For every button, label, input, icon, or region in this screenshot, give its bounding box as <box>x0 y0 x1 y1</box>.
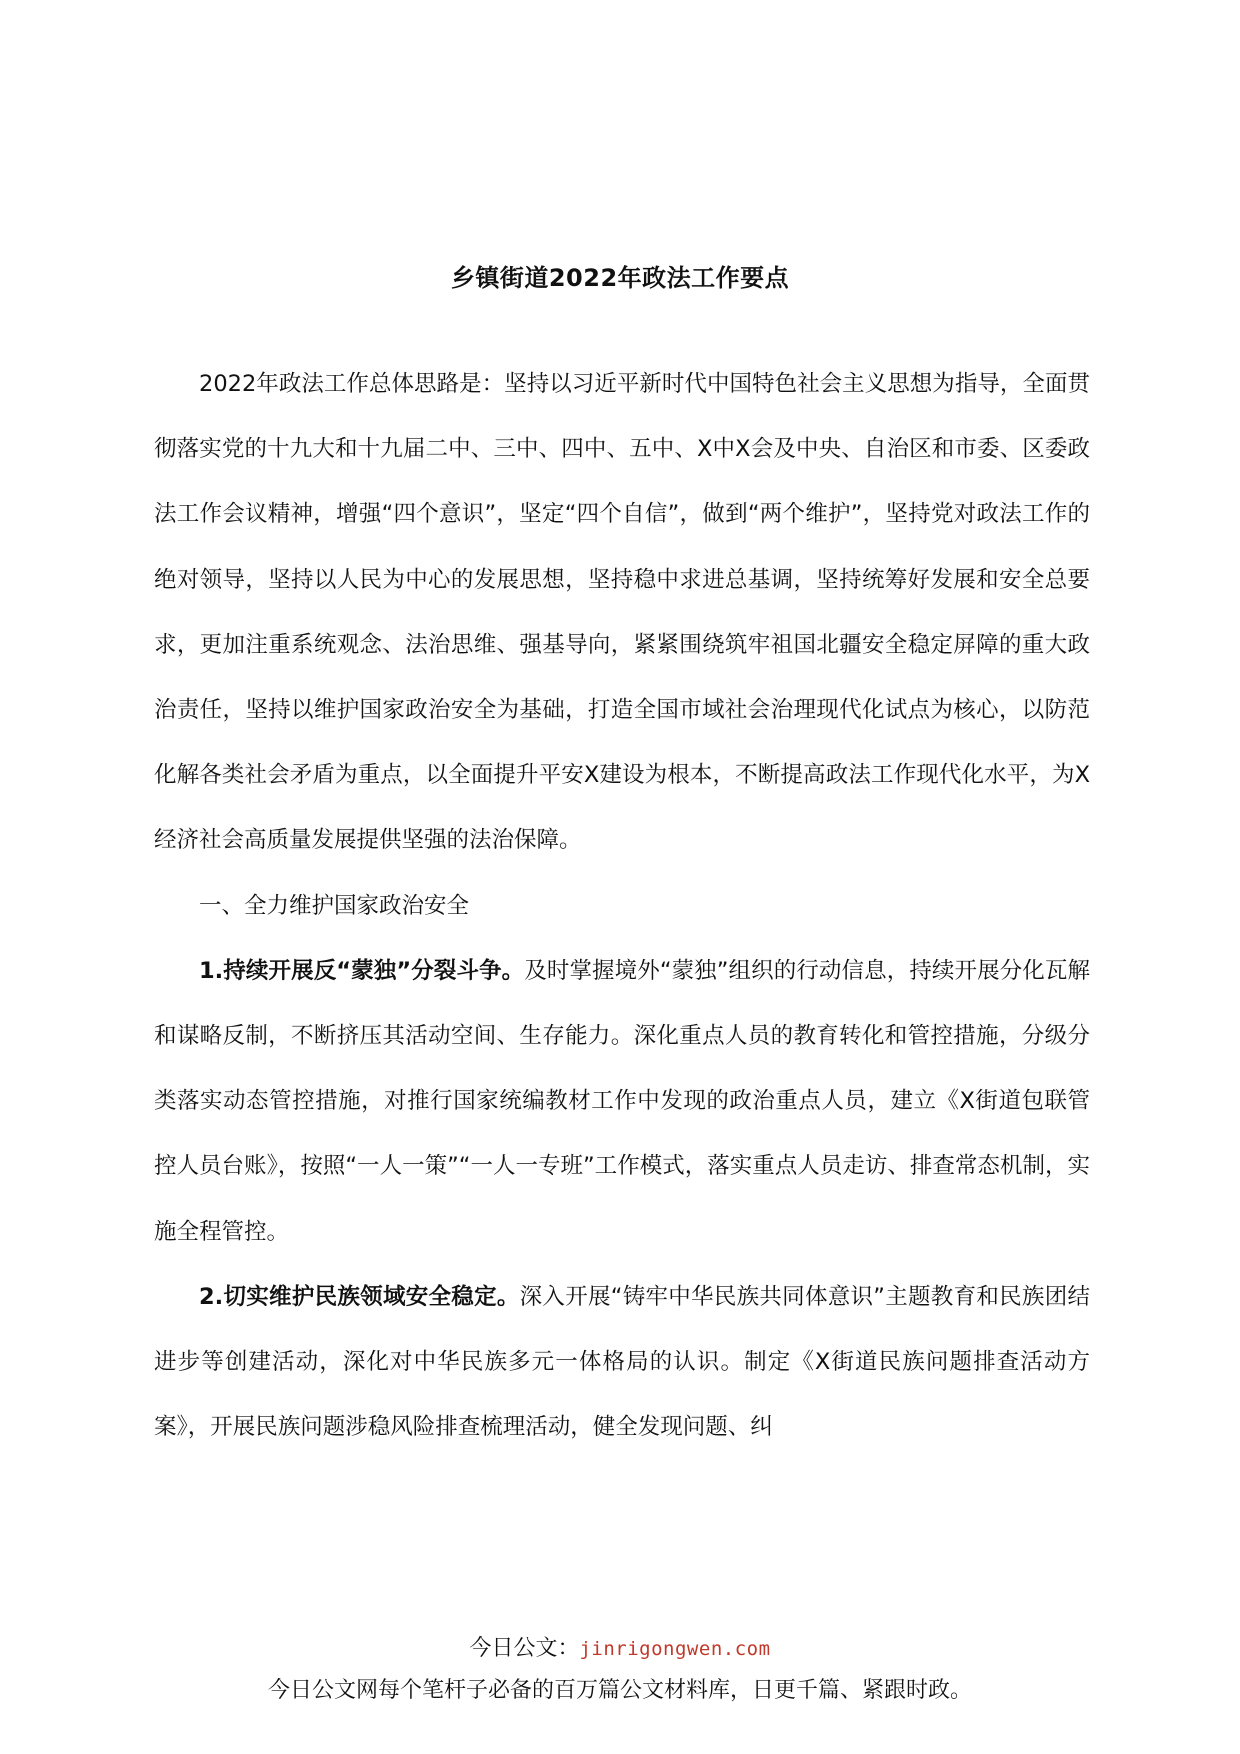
section-heading-1: 一、全力维护国家政治安全 <box>199 892 470 919</box>
item-1-body: 及时掌握境外“蒙独”组织的行动信息，持续开展分化瓦解和谋略反制，不断挤压其活动空间、生存能力。深化重点人员的教育转化和管控措施，分级分类落实动态管控措施，对推行国家统编教材工作中发现的政治重点人员，建立《X街道包联管控人员台账》，按照“一人一策”“一人一专班”工作模式，落实重点人员走访、排查常态机制，实施全程管控。 <box>154 957 1090 1245</box>
footer-site-label: 今日公文： <box>469 1636 580 1661</box>
item-2-body: 深入开展“铸牢中华民族共同体意识”主题教育和民族团结进步等创建活动，深化对中华民族多元一体格局的认识。制定《X街道民族问题排查活动方案》，开展民族问题涉稳风险排查梳理活动，健全发现问题、纠 <box>154 1283 1090 1441</box>
intro-paragraph: 2022年政法工作总体思路是：坚持以习近平新时代中国特色社会主义思想为指导，全面贯彻落实党的十九大和十九届二中、三中、四中、五中、X中X会及中央、自治区和市委、区委政法工作会议精神，增强“四个意识”，坚定“四个自信”，做到“两个维护”，坚持党对政法工作的绝对领导，坚持以人民为中心的发展思想，坚持稳中求进总基调，坚持统筹好发展和安全总要求，更加注重系统观念、法治思维、强基导向，紧紧围绕筑牢祖国北疆安全稳定屏障的重大政治责任，坚持以维护国家政治安全为基础，打造全国市域社会治理现代化试点为核心，以防范化解各类社会矛盾为重点，以全面提升平安X建设为根本，不断提高政法工作现代化水平，为X经济社会高质量发展提供坚强的法治保障。 <box>154 371 1090 854</box>
item-1-title: 1.持续开展反“蒙独”分裂斗争。 <box>199 957 525 984</box>
document-title: 乡镇街道2022年政法工作要点 <box>450 264 790 292</box>
footer-slogan: 今日公文网每个笔杆子必备的百万篇公文材料库，日更千篇、紧跟时政。 <box>267 1678 972 1703</box>
document-body <box>154 352 1090 1460</box>
footer-site-url[interactable]: jinrigongwen.com <box>579 1638 771 1660</box>
item-2-paragraph <box>154 1265 1090 1461</box>
item-1-paragraph <box>154 939 1090 1265</box>
footer-site-line <box>0 1634 1240 1664</box>
item-2-title: 2.切实维护民族领域安全稳定。 <box>199 1283 520 1310</box>
